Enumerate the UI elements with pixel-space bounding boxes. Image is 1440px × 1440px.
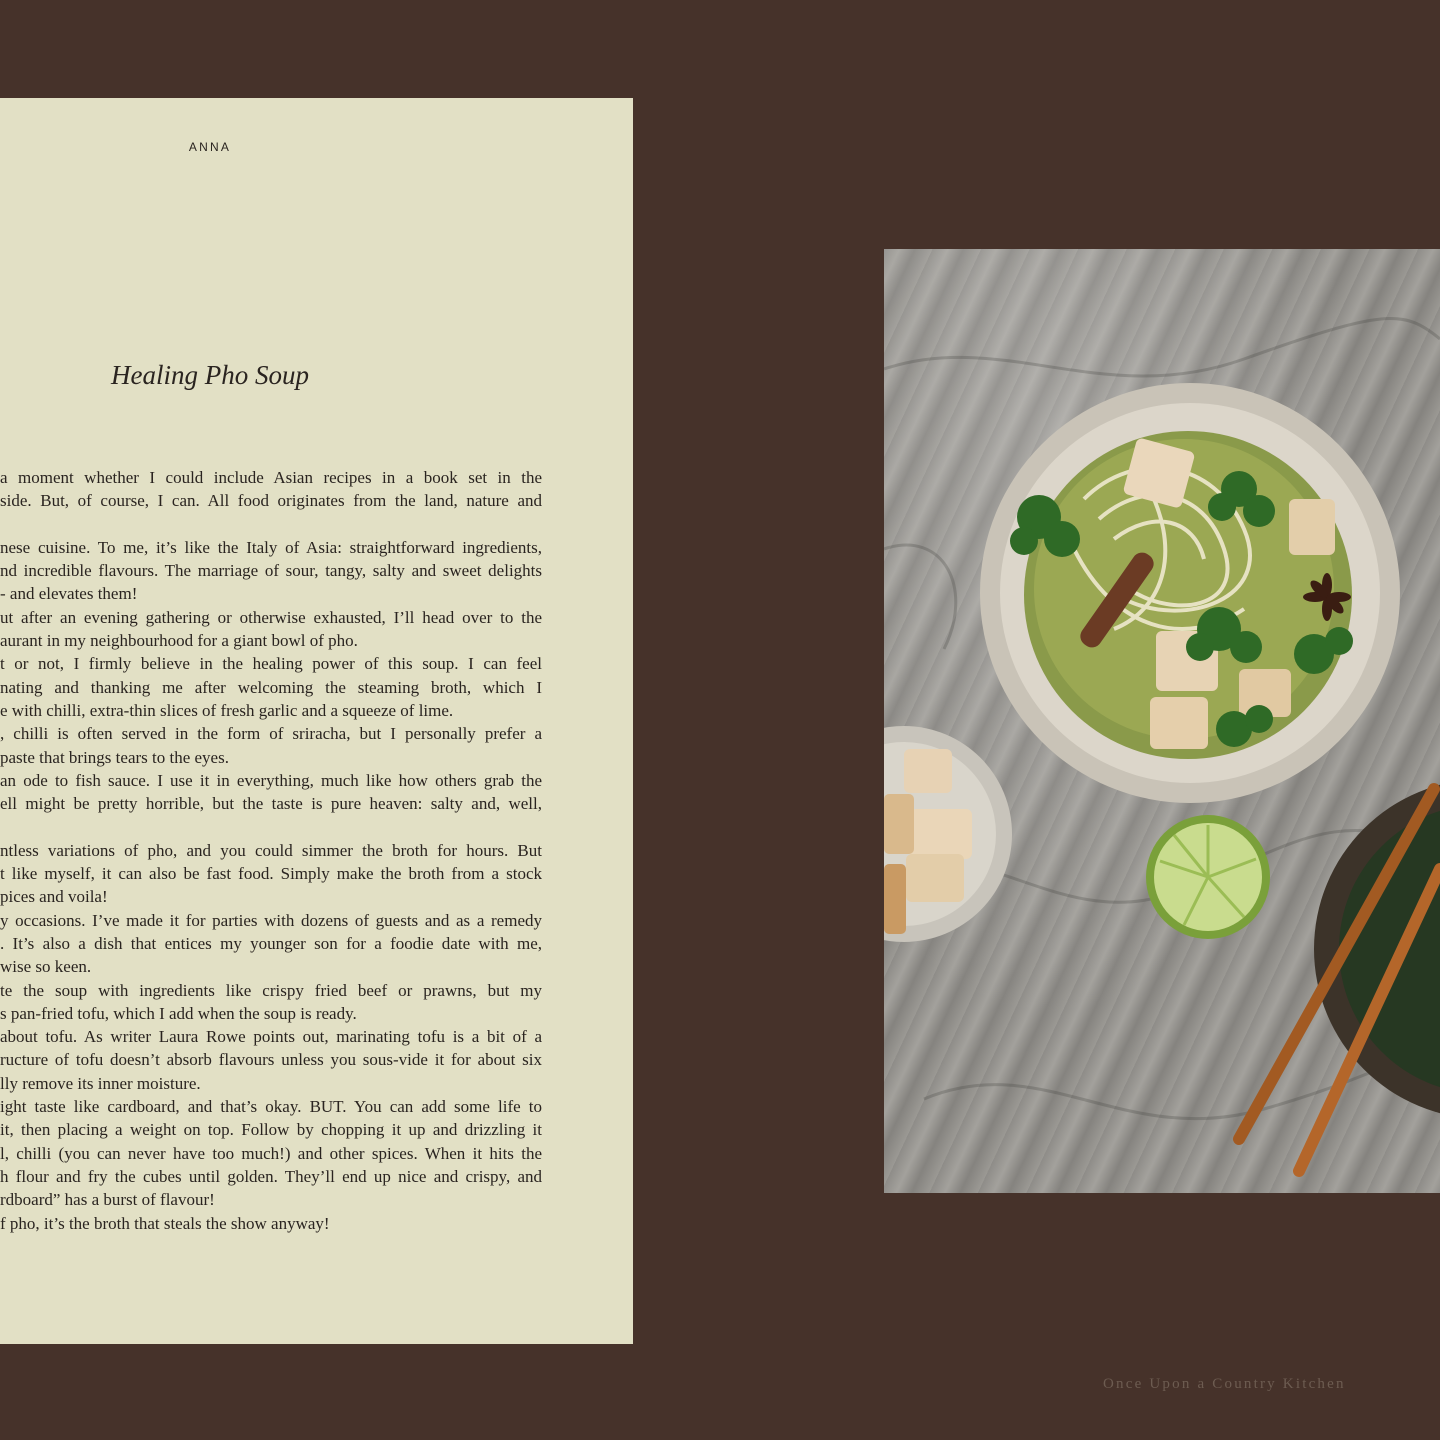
- body-text-line: te the soup with ingredients like crispy fried beef or prawns, but my: [0, 980, 542, 1000]
- body-text-line: e with chilli, extra-thin slices of fresh garlic and a squeeze of lime.: [0, 700, 454, 720]
- body-text-line: s pan-fried tofu, which I add when the soup is ready.: [0, 1003, 357, 1023]
- body-text-line: l, chilli (you can never have too much!) and other spices. When it hits the: [0, 1143, 542, 1163]
- book-title-footer: Once Upon a Country Kitchen: [1103, 1376, 1346, 1392]
- body-text-line: wise so keen.: [0, 957, 92, 977]
- body-text-line: ntless variations of pho, and you could simmer the broth for hours. But: [0, 840, 542, 860]
- body-text-line: ructure of tofu doesn’t absorb flavours unless you sous-vide it for about six: [0, 1050, 542, 1070]
- body-text-line: [0, 815, 542, 838]
- food-illustration: [884, 249, 1440, 1193]
- body-text-line: about tofu. As writer Laura Rowe points out, marinating tofu is a bit of a: [0, 1027, 542, 1047]
- body-text-line: h flour and fry the cubes until golden. They’ll end up nice and crispy, and: [0, 1166, 542, 1186]
- body-text-line: nd incredible flavours. The marriage of sour, tangy, salty and sweet delights: [0, 561, 542, 581]
- body-text-line: . It’s also a dish that entices my younger son for a foodie date with me,: [0, 933, 542, 953]
- body-text-line: , chilli is often served in the form of sriracha, but I personally prefer a: [0, 724, 542, 744]
- body-text-line: t or not, I firmly believe in the healing power of this soup. I can feel: [0, 654, 542, 674]
- body-text-line: it, then placing a weight on top. Follow by chopping it up and drizzling it: [0, 1120, 542, 1140]
- pho-soup-photo: [884, 249, 1440, 1193]
- body-text-line: rdboard” has a burst of flavour!: [0, 1190, 215, 1210]
- recipe-title: Healing Pho Soup: [111, 360, 309, 390]
- body-text-line: nese cuisine. To me, it’s like the Italy of Asia: straightforward ingredients,: [0, 537, 542, 557]
- body-text-line: - and elevates them!: [0, 584, 138, 604]
- body-text-line: y occasions. I’ve made it for parties with dozens of guests and as a remedy: [0, 910, 542, 930]
- recipe-body-text: [0, 466, 542, 1235]
- body-text-line: paste that brings tears to the eyes.: [0, 747, 229, 767]
- body-text-line: an ode to fish sauce. I use it in everything, much like how others grab the: [0, 770, 542, 790]
- body-text-line: ight taste like cardboard, and that’s okay. BUT. You can add some life to: [0, 1097, 542, 1117]
- body-text-line: nating and thanking me after welcoming the steaming broth, which I: [0, 677, 542, 697]
- pho-bowl: [980, 383, 1400, 803]
- body-text-line: [0, 513, 542, 536]
- body-text-line: aurant in my neighbourhood for a giant bowl of pho.: [0, 631, 358, 651]
- body-text-line: lly remove its inner moisture.: [0, 1073, 201, 1093]
- body-text-line: ell might be pretty horrible, but the taste is pure heaven: salty and, well,: [0, 794, 542, 814]
- body-text-line: pices and voila!: [0, 887, 108, 907]
- body-text-line: ut after an evening gathering or otherwise exhausted, I’ll head over to the: [0, 607, 542, 627]
- lime-wedge: [1146, 815, 1270, 939]
- body-text-line: t like myself, it can also be fast food. Simply make the broth from a stock: [0, 864, 542, 884]
- running-head: ANNA: [188, 140, 232, 154]
- dark-bowl: [1314, 779, 1440, 1119]
- body-text-line: side. But, of course, I can. All food originates from the land, nature and: [0, 491, 542, 511]
- book-page: [0, 98, 633, 1344]
- tofu-bowl: [884, 726, 1012, 942]
- body-text-line: f pho, it’s the broth that steals the show anyway!: [0, 1213, 330, 1233]
- body-text-line: a moment whether I could include Asian recipes in a book set in the: [0, 468, 542, 487]
